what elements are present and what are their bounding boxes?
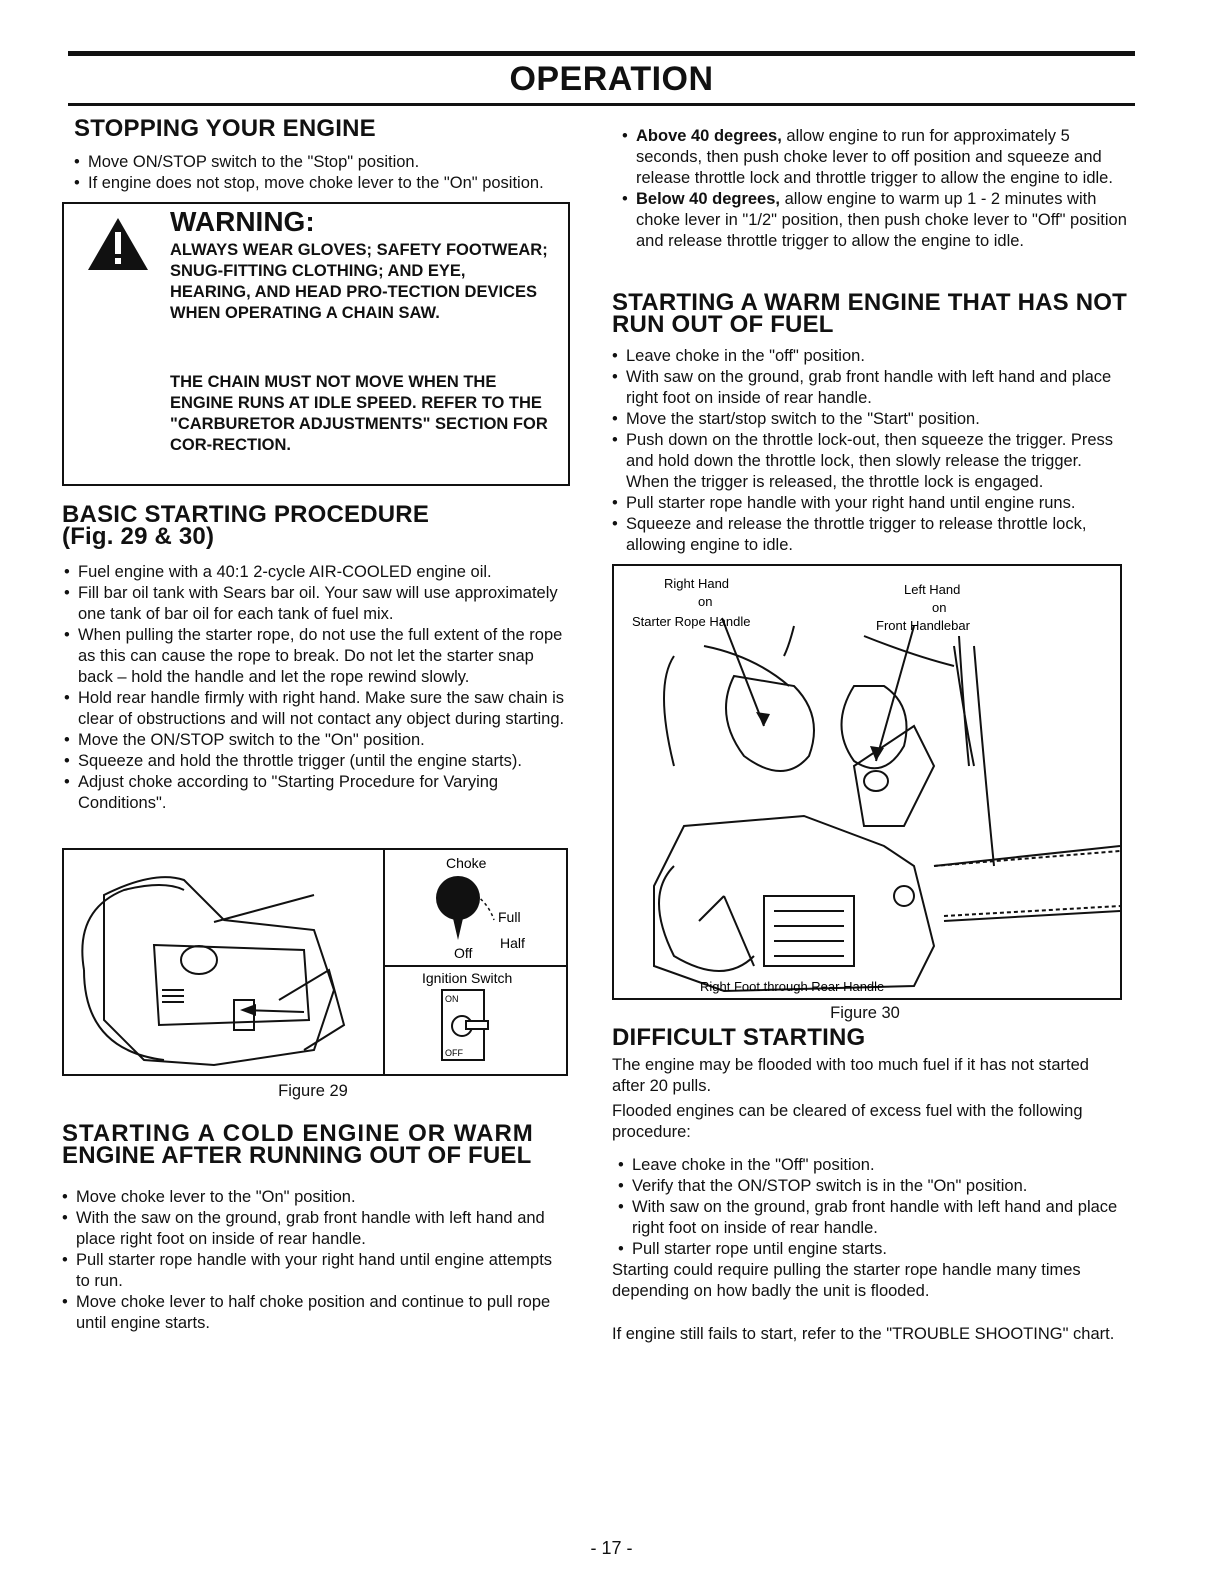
list-item: • Fuel engine with a 40:1 2-cycle AIR-COOLED engine oil. [64,562,572,583]
list-item: • Pull starter rope handle with your right hand until engine attempts to run. [62,1250,557,1292]
right-hand-label-1: Right Hand [664,576,730,591]
choke-half-label: Half [500,935,525,951]
warm-heading-line1: STARTING A WARM ENGINE THAT HAS NOT [612,289,1127,316]
list-item: • Leave choke in the "off" position. [612,346,1127,367]
warning-triangle-icon [86,216,150,272]
warm-heading-line2: RUN OUT OF FUEL [612,311,834,338]
right-hand-label-3: Starter Rope Handle [632,614,751,629]
figure-30 [612,564,1122,1000]
list-item: • Squeeze and release the throttle trigger to release throttle lock, allowing engine to idle. [612,514,1127,556]
list-item: • Pull starter rope until engine starts. [618,1239,1118,1260]
right-column [612,126,1132,1345]
basic-list [64,562,572,814]
basic-heading [62,501,572,550]
list-item: • With the saw on the ground, grab front handle with left hand and place right foot on inside of rear handle. [62,1208,557,1250]
list-item: • Move choke lever to the "On" position. [62,1187,557,1208]
figure-29 [62,848,568,1076]
right-foot-label: Right Foot through Rear Handle [700,979,885,994]
list-item: • Push down on the throttle lock-out, then squeeze the trigger. Press and hold down the throttle lock, then slowly release the trigger. When the trigger is released, the throttle lock is engaged. [612,430,1127,493]
difficult-para-2: Flooded engines can be cleared of excess fuel with the following procedure: [612,1102,1083,1141]
above-40-label: Above 40 degrees, [636,127,782,145]
switch-off-label: OFF [445,1048,463,1058]
difficult-list [618,1155,1118,1260]
figure-30-caption: Figure 30 [830,1004,900,1022]
right-hand-label-2: on [698,594,713,609]
list-item: • If engine does not stop, move choke lever to the "On" position. [74,173,564,194]
title-underline [68,103,1135,106]
list-item [622,126,1132,189]
list-item: • Move ON/STOP switch to the "Stop" position. [74,152,564,173]
left-hand-label-1: Left Hand [904,582,961,597]
below-40-label: Below 40 degrees, [636,190,780,208]
figure-29-illustration [64,850,566,1074]
page-title: OPERATION [509,60,714,98]
switch-on-label: ON [445,994,459,1004]
list-item: • Fill bar oil tank with Sears bar oil. Your saw will use approximately one tank of bar oil for each tank of fuel mix. [64,583,572,625]
list-item: • Adjust choke according to "Starting Procedure for Varying Conditions". [64,772,572,814]
warm-list [612,346,1127,556]
difficult-heading: DIFFICULT STARTING [612,1024,866,1051]
figure-30-illustration [614,566,1120,998]
above-40-text: allow engine to run for approximately 5 seconds, then push choke lever to off position and squeeze and release throttle lock and throttle trigger to allow the engine to idle. [636,127,1113,187]
warning-text-1: ALWAYS WEAR GLOVES; SAFETY FOOTWEAR; SNUG-FITTING CLOTHING; AND EYE, HEARING, AND HEAD PRO-TECTION DEVICES WHEN OPERATING A CHAIN SAW. [170,241,548,322]
list-item: • Hold rear handle firmly with right hand. Make sure the saw chain is clear of obstructions and will not contact any object during starting. [64,688,572,730]
list-item: • Move choke lever to half choke position and continue to pull rope until engine starts. [62,1292,557,1334]
list-item: • When pulling the starter rope, do not use the full extent of the rope as this can cause the rope to break. Do not let the starter snap back – hold the handle and let the rope rewind slowly. [64,625,572,688]
list-item: • Move the start/stop switch to the "Start" position. [612,409,1127,430]
list-item: • With saw on the ground, grab front handle with left hand and place right foot on inside of rear handle. [612,367,1127,409]
stopping-list [74,152,564,194]
list-item: • Leave choke in the "Off" position. [618,1155,1118,1176]
stopping-heading: STOPPING YOUR ENGINE [74,115,376,142]
basic-heading-line1: BASIC STARTING PROCEDURE [62,501,430,528]
choke-off-label: Off [454,945,473,961]
choke-full-label: Full [498,909,521,925]
basic-heading-line2: (Fig. 29 & 30) [62,523,215,550]
warning-text-2: THE CHAIN MUST NOT MOVE WHEN THE ENGINE RUNS AT IDLE SPEED. REFER TO THE "CARBURETOR ADJUSTMENTS" SECTION FOR COR-RECTION. [170,373,548,454]
cold-heading [62,1120,572,1169]
list-item: • Squeeze and hold the throttle trigger (until the engine starts). [64,751,572,772]
list-item: • Verify that the ON/STOP switch is in the "On" position. [618,1176,1118,1197]
left-hand-label-2: on [932,600,947,615]
list-item: • Move the ON/STOP switch to the "On" position. [64,730,572,751]
cold-list [62,1187,557,1334]
ignition-switch-label: Ignition Switch [422,970,513,986]
warm-heading [612,289,1132,338]
difficult-para-4: If engine still fails to start, refer to the "TROUBLE SHOOTING" chart. [612,1325,1115,1343]
page-number: - 17 - [590,1538,633,1558]
top-rule [68,51,1135,56]
difficult-para-3: Starting could require pulling the starter rope handle many times depending on how badly the unit is flooded. [612,1261,1081,1300]
list-item: • Pull starter rope handle with your right hand until engine runs. [612,493,1127,514]
list-item [622,189,1132,252]
left-column [62,115,572,1334]
choke-label: Choke [446,855,487,871]
difficult-para-1: The engine may be flooded with too much fuel if it has not started after 20 pulls. [612,1056,1089,1095]
temperature-list [622,126,1132,252]
figure-29-caption: Figure 29 [278,1082,348,1100]
warning-box [62,202,570,486]
warning-title: WARNING: [170,206,315,237]
cold-heading-line2: ENGINE AFTER RUNNING OUT OF FUEL [62,1142,532,1169]
list-item: • With saw on the ground, grab front handle with left hand and place right foot on inside of rear handle. [618,1197,1118,1239]
below-40-text: allow engine to warm up 1 - 2 minutes with choke lever in "1/2" position, then push choke lever to "Off" position and release throttle trigger to allow the engine to idle. [636,190,1127,250]
left-hand-label-3: Front Handlebar [876,618,970,633]
cold-heading-line1: STARTING A COLD ENGINE OR WARM [62,1120,534,1147]
